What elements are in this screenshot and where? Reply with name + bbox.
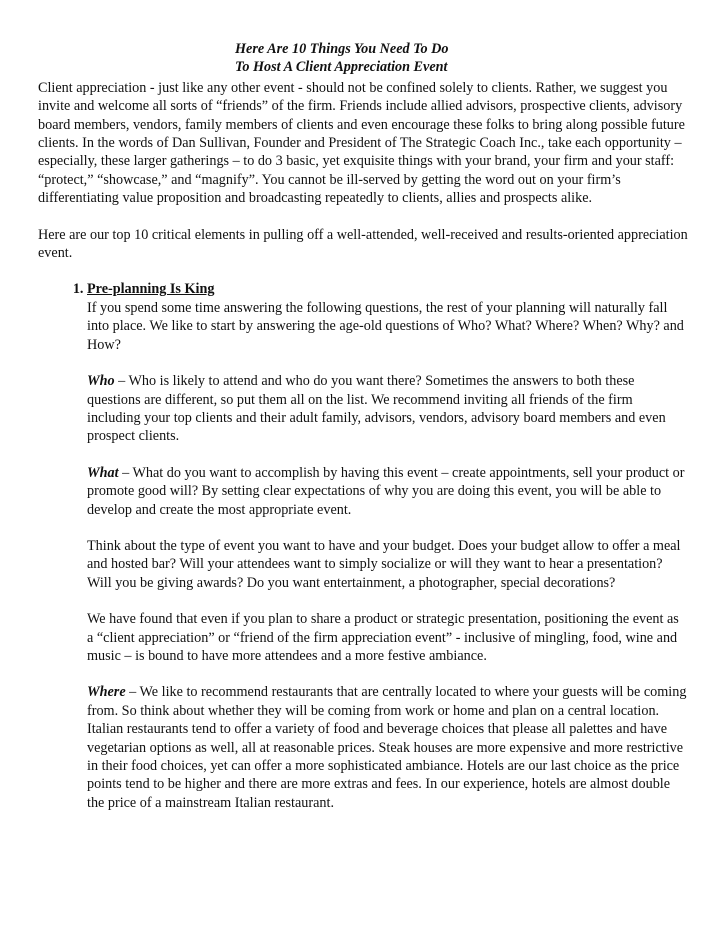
intro-paragraph-2: Here are our top 10 critical elements in pulling off a well-attended, well-received and results-oriented appreciation event. [38,226,688,262]
intro-paragraph: Client appreciation - just like any other event - should not be confined solely to clients. Rather, we suggest you invite and welcome all sorts of “friends” of the firm. Friends include allied advisors, prospective clients, advisory board members, vendors, family members of clients and even encourage these folks to bring along possible future clients. In the words of Dan Sullivan, Founder and President of The Strategic Coach Inc., take each opportunity – especially, these larger gatherings – to do 3 basic, yet exquisite things with your brand, your firm and your staff: “protect,” “showcase,” and “magnify”. You cannot be ill-served by getting the word out on your firm’s differentiating value proposition and broadcasting repeatedly to clients, allies and prospects alike. [38,79,685,207]
document-title [235,40,688,77]
what-lead: What [87,464,119,481]
who-paragraph [87,372,688,446]
title-line-2: To Host A Client Appreciation Event [235,59,448,76]
item-text: If you spend some time answering the following questions, the rest of your planning will naturally fall into place. We like to start by answering the age-old questions of Who? What? Where? When? Why? and How? [87,299,684,353]
where-paragraph [87,683,688,812]
document-page [38,40,688,812]
think-paragraph: Think about the type of event you want to have and your budget. Does your budget allow to offer a meal and hosted bar? Will your attendees want to simply socialize or will they want to hear a presentation? Will you be giving awards? Do you want entertainment, a photographer, special decorations? [87,537,681,591]
where-lead: Where [87,684,126,701]
found-paragraph: We have found that even if you plan to share a product or strategic presentation, positioning the event as a “client appreciation” or “friend of the firm appreciation event” - inclusive of mingling, food, wine and music – is bound to have more attendees and a more festive ambiance. [87,611,679,664]
what-text: – What do you want to accomplish by having this event – create appointments, sell your product or promote good will? By setting clear expectations of why you are doing this event, you will be able to develop and create the most appropriate event. [87,464,685,518]
who-lead: Who [87,373,115,390]
where-text: – We like to recommend restaurants that are centrally located to where your guests will be coming from. So think about whether they will be coming from work or home and plan on a central location. Italian restaurants tend to offer a variety of food and beverage choices that please all palettes and have vegetarian options as well, all at reasonable prices. Steak houses are more expensive and more restrictive in their food choices, yet can offer a more sophisticated ambiance. Hotels are our last choice as the price points tend to be higher and there are more extras and fees. In our experience, hotels are almost double the price of a mainstream Italian restaurant. [87,684,687,811]
what-paragraph [87,464,688,519]
who-text: – Who is likely to attend and who do you want there? Sometimes the answers to both these questions are different, so put them all on the list. We recommend inviting all friends of the firm including your top clients and their adult family, advisors, vendors, advisory board members and even prospect clients. [87,373,666,445]
title-line-1: Here Are 10 Things You Need To Do [235,41,449,57]
elements-list [38,280,688,812]
item-heading: 1. Pre-planning Is King [87,281,215,298]
list-item [87,280,688,812]
